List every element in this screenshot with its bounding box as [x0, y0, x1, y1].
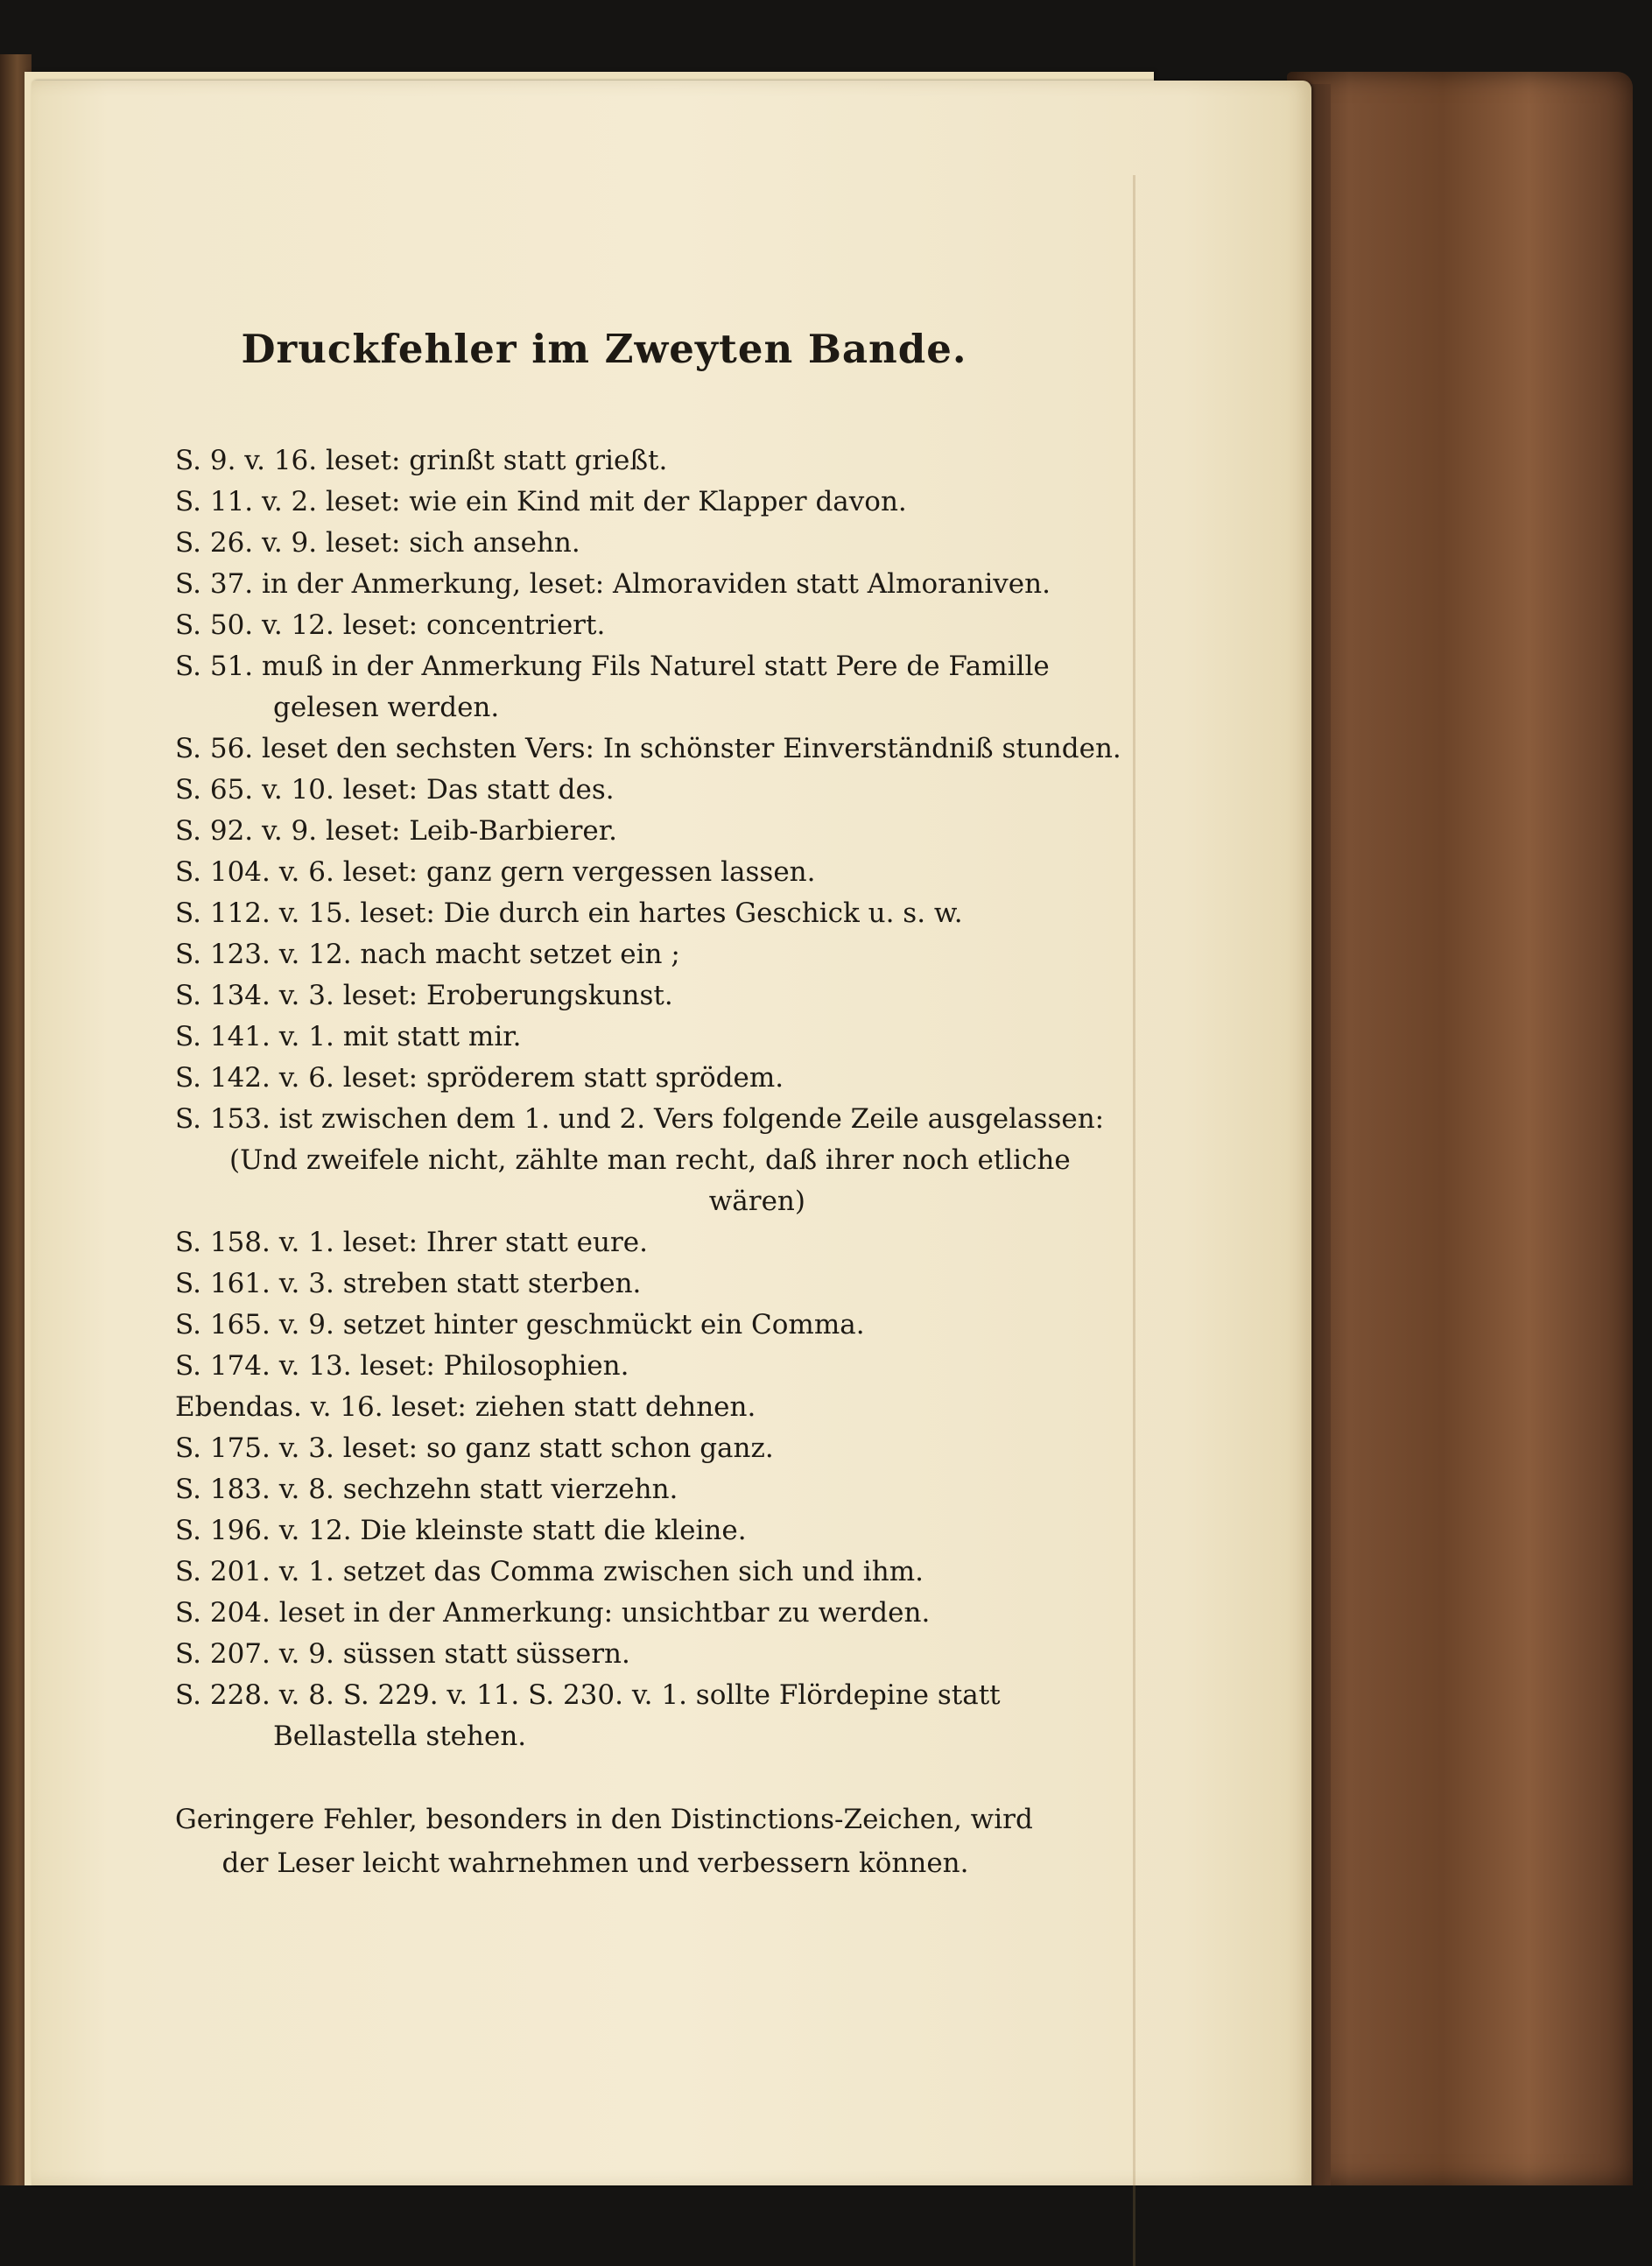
- erratum-entry: [175, 975, 1016, 1017]
- closing-note: [175, 1798, 1033, 1885]
- erratum-entry: [175, 523, 1016, 564]
- erratum-entry: [175, 811, 1016, 852]
- erratum-text: S. 158. v. 1. leset: Ihrer statt eure.: [175, 1227, 648, 1258]
- erratum-text: S. 37. in der Anmerkung, leset: Almoraviden statt Almoraniven.: [175, 568, 1051, 600]
- erratum-continuation: Bellastella stehen.: [273, 1721, 527, 1752]
- erratum-text: S. 196. v. 12. Die kleinste statt die kleine.: [175, 1515, 747, 1546]
- erratum-text: S. 228. v. 8. S. 229. v. 11. S. 230. v. 1. sollte Flördepine statt: [175, 1679, 1001, 1711]
- erratum-text: S. 65. v. 10. leset: Das statt des.: [175, 774, 615, 806]
- erratum-text: S. 175. v. 3. leset: so ganz statt schon ganz.: [175, 1432, 774, 1464]
- erratum-text: S. 11. v. 2. leset: wie ein Kind mit der Klapper davon.: [175, 486, 907, 517]
- erratum-text: S. 112. v. 15. leset: Die durch ein hartes Geschick u. s. w.: [175, 897, 963, 929]
- book-cover-leather: [1287, 72, 1633, 2185]
- erratum-text: S. 123. v. 12. nach macht setzet ein ;: [175, 939, 680, 970]
- erratum-entry: [175, 564, 1051, 605]
- erratum-entry: [175, 934, 1016, 975]
- erratum-entry: [175, 728, 1121, 770]
- erratum-entry: [175, 852, 1016, 893]
- erratum-entry: [175, 1058, 1016, 1099]
- errata-list: [175, 440, 1121, 1757]
- erratum-entry: [175, 482, 1016, 523]
- erratum-text: S. 183. v. 8. sechzehn statt vierzehn.: [175, 1474, 678, 1505]
- erratum-entry: [175, 1428, 1016, 1469]
- erratum-text: S. 201. v. 1. setzet das Comma zwischen sich und ihm.: [175, 1556, 924, 1587]
- erratum-text: S. 92. v. 9. leset: Leib-Barbierer.: [175, 815, 618, 847]
- erratum-entry: [175, 1675, 1016, 1757]
- erratum-entry: [175, 440, 1016, 482]
- erratum-continuation: gelesen werden.: [273, 692, 500, 723]
- erratum-text: S. 165. v. 9. setzet hinter geschmückt ein Comma.: [175, 1309, 865, 1341]
- erratum-entry: [175, 893, 1016, 934]
- erratum-entry: [175, 770, 1016, 811]
- erratum-text: S. 142. v. 6. leset: spröderem statt sprödem.: [175, 1062, 784, 1094]
- erratum-entry: [175, 646, 1050, 728]
- erratum-text: S. 134. v. 3. leset: Eroberungskunst.: [175, 980, 673, 1011]
- erratum-text: S. 104. v. 6. leset: ganz gern vergessen lassen.: [175, 856, 816, 888]
- erratum-entry: [175, 1222, 1016, 1263]
- erratum-entry: [175, 1346, 1016, 1387]
- erratum-text: S. 204. leset in der Anmerkung: unsichtbar zu werden.: [175, 1597, 931, 1629]
- closing-note-line-1: Geringere Fehler, besonders in den Distinctions-Zeichen, wird: [175, 1804, 1033, 1835]
- erratum-entry: [175, 1552, 1016, 1593]
- erratum-entry: [175, 1305, 1016, 1346]
- erratum-text: S. 9. v. 16. leset: grinßt statt grießt.: [175, 445, 668, 476]
- erratum-entry: [175, 1263, 1016, 1305]
- erratum-text: S. 51. muß in der Anmerkung Fils Naturel statt Pere de Famille: [175, 651, 1050, 682]
- erratum-entry: [175, 1634, 1016, 1675]
- page-content: [175, 326, 1121, 1885]
- erratum-entry: [175, 605, 1016, 646]
- erratum-entry: [175, 1099, 1105, 1222]
- erratum-text: S. 153. ist zwischen dem 1. und 2. Vers folgende Zeile ausgelassen:: [175, 1103, 1105, 1135]
- erratum-entry: [175, 1593, 1016, 1634]
- erratum-text: S. 50. v. 12. leset: concentriert.: [175, 609, 606, 641]
- page-title: Druckfehler im Zweyten Bande.: [241, 326, 967, 372]
- erratum-text: S. 207. v. 9. süssen statt süssern.: [175, 1638, 630, 1670]
- erratum-text: S. 174. v. 13. leset: Philosophien.: [175, 1350, 629, 1382]
- erratum-entry: [175, 1017, 1016, 1058]
- erratum-entry: [175, 1469, 1016, 1510]
- page-fold-line: [1133, 175, 1135, 2266]
- erratum-text: S. 56. leset den sechsten Vers: In schönster Einverständniß stunden.: [175, 733, 1121, 764]
- erratum-text: S. 141. v. 1. mit statt mir.: [175, 1021, 522, 1052]
- erratum-text: Ebendas. v. 16. leset: ziehen statt dehnen.: [175, 1391, 756, 1423]
- erratum-text: S. 161. v. 3. streben statt sterben.: [175, 1268, 642, 1299]
- erratum-text: S. 26. v. 9. leset: sich ansehn.: [175, 527, 580, 559]
- closing-note-line-2: der Leser leicht wahrnehmen und verbessern können.: [221, 1847, 969, 1879]
- erratum-entry: [175, 1510, 1016, 1552]
- erratum-continuation: (Und zweifele nicht, zählte man recht, daß ihrer noch etliche: [229, 1144, 1071, 1176]
- erratum-entry: [175, 1387, 1016, 1428]
- erratum-continuation: wären): [708, 1186, 805, 1217]
